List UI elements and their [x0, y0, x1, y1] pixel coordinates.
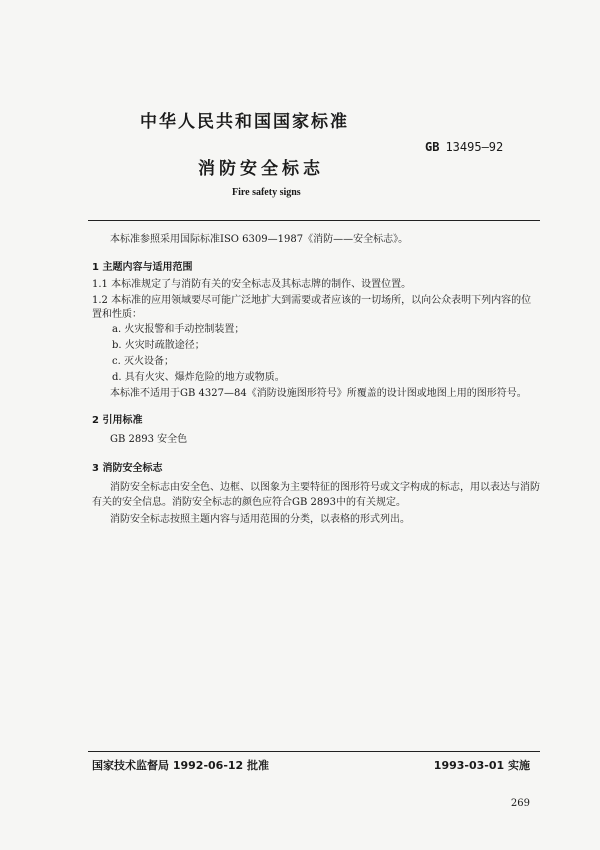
clause-1-exclusion: 本标准不适用于GB 4327—84《消防设施图形符号》所覆盖的设计图或地图上用的图形符号。 — [110, 388, 527, 399]
footer-divider — [88, 751, 540, 752]
clause-1-2-line2: 置和性质： — [92, 309, 142, 320]
list-item: d. 具有火灾、爆炸危险的地方或物质。 — [112, 372, 285, 383]
standard-prefix: GB — [425, 140, 440, 154]
header-divider — [88, 220, 540, 221]
list-item: b. 火灾时疏散途径； — [112, 340, 205, 351]
document-title: 消防安全标志 — [198, 159, 324, 179]
page-number: 269 — [510, 798, 530, 809]
reference-standard: GB 2893 安全色 — [110, 434, 188, 445]
clause-1-1: 1.1 本标准规定了与消防有关的安全标志及其标志牌的制作、设置位置。 — [92, 279, 412, 290]
section-1-heading: 1 主题内容与适用范围 — [92, 262, 193, 273]
intro-paragraph: 本标准参照采用国际标准ISO 6309—1987《消防——安全标志》。 — [110, 234, 409, 245]
standard-category-title: 中华人民共和国国家标准 — [140, 112, 349, 132]
section-3-paragraph-line1: 消防安全标志由安全色、边框、以图象为主要特征的图形符号或文字构成的标志，用以表达与消防 — [110, 482, 540, 493]
section-3-paragraph-2: 消防安全标志按照主题内容与适用范围的分类，以表格的形式列出。 — [110, 514, 410, 525]
section-2-heading: 2 引用标准 — [92, 415, 143, 426]
section-3-heading: 3 消防安全标志 — [92, 463, 163, 474]
document-subtitle: Fire safety signs — [232, 187, 301, 198]
standard-code: 13495—92 — [445, 140, 504, 154]
implementation-date: 1993-03-01 实施 — [433, 759, 530, 772]
section-3-paragraph-line2: 有关的安全信息。消防安全标志的颜色应符合GB 2893中的有关规定。 — [92, 497, 406, 508]
approval-date: 国家技术监督局 1992-06-12 批准 — [92, 759, 270, 772]
clause-1-2-line1: 1.2 本标准的应用领域要尽可能广泛地扩大到需要或者应该的一切场所，以向公众表明下列内容的位 — [92, 295, 532, 306]
list-item: c. 灭火设备； — [112, 356, 174, 367]
standard-number — [425, 140, 503, 154]
list-item: a. 火灾报警和手动控制装置； — [112, 324, 245, 335]
